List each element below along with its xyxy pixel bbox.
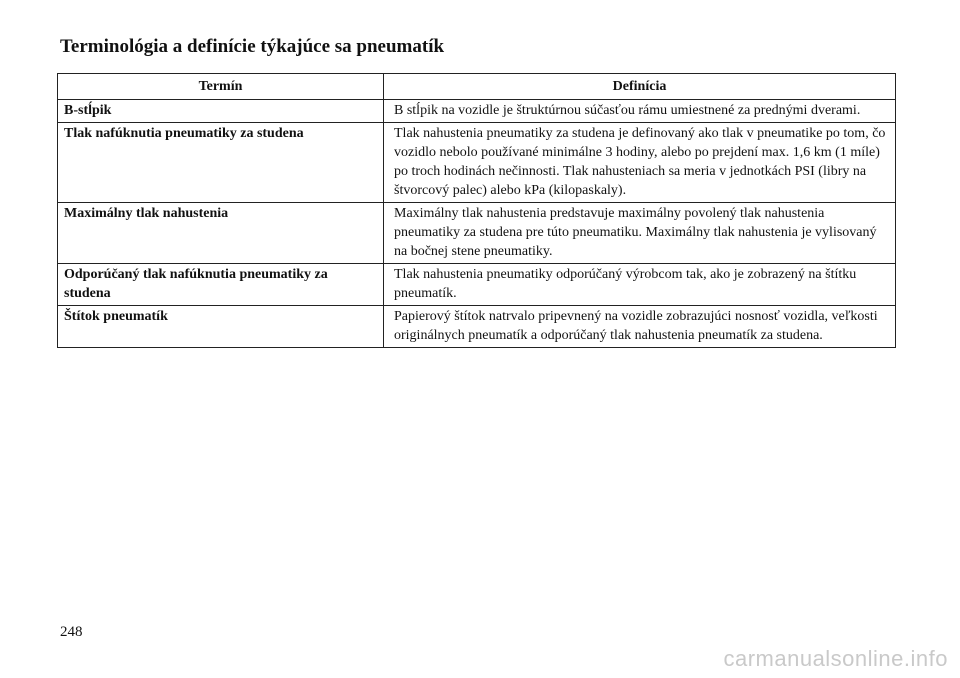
definition-cell: Tlak nahustenia pneumatiky za studena je definovaný ako tlak v pneumatike po tom, čo vozidlo nebolo používané minimálne 3 hodiny, alebo po prejdení max. 1,6 km (1 míle) po troch hodinách nečinnosti. Tlak nahusteniach sa meria v jednotkách PSI (libry na štvorcový palec) alebo kPa (kilopaskaly).	[384, 123, 896, 203]
table-row	[58, 100, 896, 123]
term-cell: Odporúčaný tlak nafúknutia pneumatiky za studena	[58, 264, 384, 306]
table-row	[58, 264, 896, 306]
term-cell: Štítok pneumatík	[58, 306, 384, 348]
definition-cell: Papierový štítok natrvalo pripevnený na vozidle zobrazujúci nosnosť vozidla, veľkosti originálnych pneumatík a odporúčaný tlak nahustenia pneumatík za studena.	[384, 306, 896, 348]
terminology-table	[57, 73, 896, 348]
page-title: Terminológia a definície týkajúce sa pneumatík	[60, 36, 445, 57]
column-header-term: Termín	[58, 74, 384, 100]
table-header-row	[58, 74, 896, 100]
term-cell: Tlak nafúknutia pneumatiky za studena	[58, 123, 384, 203]
term-cell: B-stĺpik	[58, 100, 384, 123]
table-row	[58, 306, 896, 348]
definition-cell: Tlak nahustenia pneumatiky odporúčaný výrobcom tak, ako je zobrazený na štítku pneumatík.	[384, 264, 896, 306]
table-row	[58, 203, 896, 264]
definition-cell: B stĺpik na vozidle je štruktúrnou súčasťou rámu umiestnené za prednými dverami.	[384, 100, 896, 123]
table-row	[58, 123, 896, 203]
term-cell: Maximálny tlak nahustenia	[58, 203, 384, 264]
page-number: 248	[60, 624, 83, 640]
watermark: carmanualsonline.info	[723, 646, 948, 671]
definition-cell: Maximálny tlak nahustenia predstavuje maximálny povolený tlak nahustenia pneumatiky za studena pre túto pneumatiku. Maximálny tlak nahustenia je vylisovaný na bočnej stene pneumatiky.	[384, 203, 896, 264]
column-header-definition: Definícia	[384, 74, 896, 100]
